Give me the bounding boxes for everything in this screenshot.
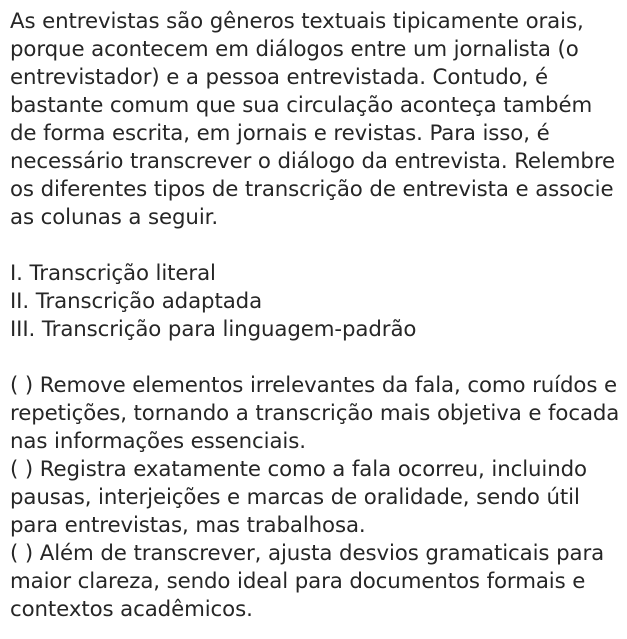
spacer (10, 344, 625, 372)
column-one-item-3: III. Transcrição para linguagem-padrão (10, 317, 417, 342)
column-two-item-3: ( ) Além de transcrever, ajusta desvios gramaticais para maior clareza, sendo ideal para documentos formais e contextos acadêmicos. (10, 541, 605, 622)
column-two-item-2: ( ) Registra exatamente como a fala ocorreu, incluindo pausas, interjeições e marcas de oralidade, sendo útil para entrevistas, mas trabalhosa. (10, 457, 587, 538)
column-one-item-1: I. Transcrição literal (10, 261, 216, 286)
column-one-item-2: II. Transcrição adaptada (10, 289, 263, 314)
column-one-list (10, 260, 625, 344)
spacer (10, 232, 625, 260)
column-two-list (10, 372, 625, 624)
exercise-text (10, 8, 625, 624)
column-two-item-1: ( ) Remove elementos irrelevantes da fala, como ruídos e repetições, tornando a transcrição mais objetiva e focada nas informações essenciais. (10, 373, 620, 454)
intro-paragraph: As entrevistas são gêneros textuais tipicamente orais, porque acontecem em diálogos entre um jornalista (o entrevistador) e a pessoa entrevistada. Contudo, é bastante comum que sua circulação aconteça também de forma escrita, em jornais e revistas. Para isso, é necessário transcrever o diálogo da entrevista. Relembre os diferentes tipos de transcrição de entrevista e associe as colunas a seguir. (10, 9, 616, 230)
